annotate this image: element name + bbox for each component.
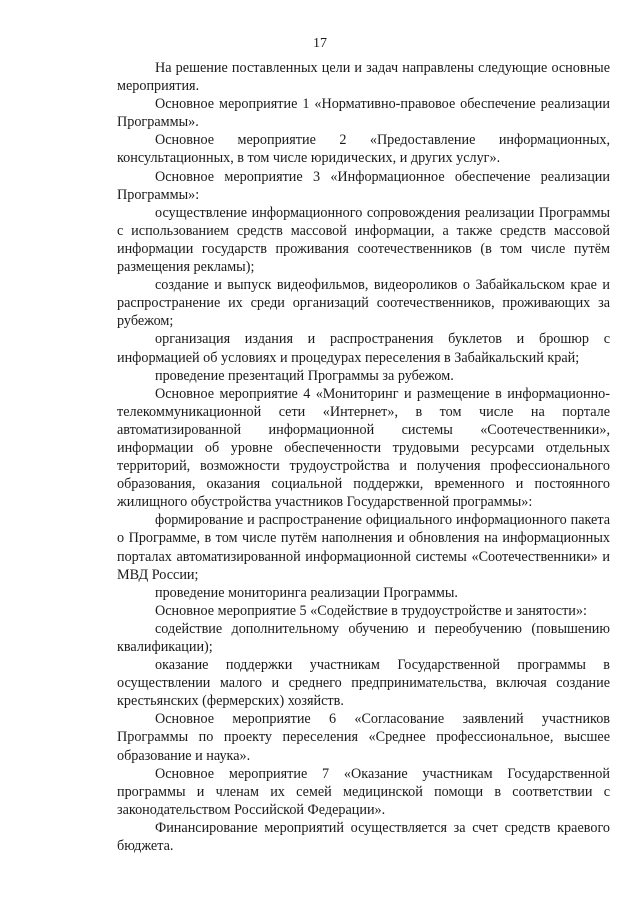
paragraph-intro: На решение поставленных цели и задач направлены следующие основные мероприятия. <box>117 60 610 95</box>
paragraph-measure-5-item-1: содействие дополнительному обучению и переобучению (повышению квалификации); <box>117 620 610 655</box>
paragraph-measure-5-item-2: оказание поддержки участникам Государственной программы в осуществлении малого и среднего предпринимательства, включая создание крестьянских (фермерских) хозяйств. <box>117 657 610 710</box>
paragraph-measure-3-item-3: организация издания и распространения буклетов и брошюр с информацией об условиях и процедурах переселения в Забайкальский край; <box>117 331 610 366</box>
paragraph-measure-2: Основное мероприятие 2 «Предоставление информационных, консультационных, в том числе юридических, и других услуг». <box>117 132 610 167</box>
paragraph-measure-4: Основное мероприятие 4 «Мониторинг и размещение в информационно-телекоммуникационной сети «Интернет», в том числе на портале автоматизированной информационной системы «Соотечественники», информации об уровне обеспеченности трудовыми ресурсами отдельных территорий, возможности трудоустройства и получения профессионального образования, оказания социальной поддержки, временного и постоянного жилищного обустройства участников Государственной программы»: <box>117 385 610 511</box>
paragraph-measure-3-item-1: осуществление информационного сопровождения реализации Программы с использованием средств массовой информации, а также средств массовой информации государств проживания соотечественников (в том числе путём размещения рекламы); <box>117 204 610 276</box>
paragraph-measure-4-item-1: формирование и распространение официального информационного пакета о Программе, в том числе путём наполнения и обновления на информационных порталах автоматизированной информационной системы «Соотечественники» и МВД России; <box>117 512 610 583</box>
paragraph-measure-7: Основное мероприятие 7 «Оказание участникам Государственной программы и членам их семей медицинской помощи в соответствии с законодательством Российской Федерации». <box>117 765 610 818</box>
paragraph-measure-5: Основное мероприятие 5 «Содействие в трудоустройстве и занятости»: <box>155 602 587 619</box>
paragraph-financing: Финансирование мероприятий осуществляется за счет средств краевого бюджета. <box>117 819 610 855</box>
paragraph-measure-3: Основное мероприятие 3 «Информационное обеспечение реализации Программы»: <box>117 168 610 203</box>
paragraph-measure-4-item-2: проведение мониторинга реализации Программы. <box>155 584 458 601</box>
document-body <box>117 59 610 855</box>
paragraph-measure-6: Основное мероприятие 6 «Согласование заявлений участников Программы по проекту переселения «Среднее профессиональное, высшее образование и наука». <box>117 711 610 764</box>
paragraph-measure-1: Основное мероприятие 1 «Нормативно-правовое обеспечение реализации Программы». <box>117 96 610 131</box>
page-number: 17 <box>313 36 327 51</box>
paragraph-measure-3-item-4: проведение презентаций Программы за рубежом. <box>155 367 454 384</box>
paragraph-measure-3-item-2: создание и выпуск видеофильмов, видеороликов о Забайкальском крае и распространение их среди организаций соотечественников, проживающих за рубежом; <box>117 277 610 330</box>
